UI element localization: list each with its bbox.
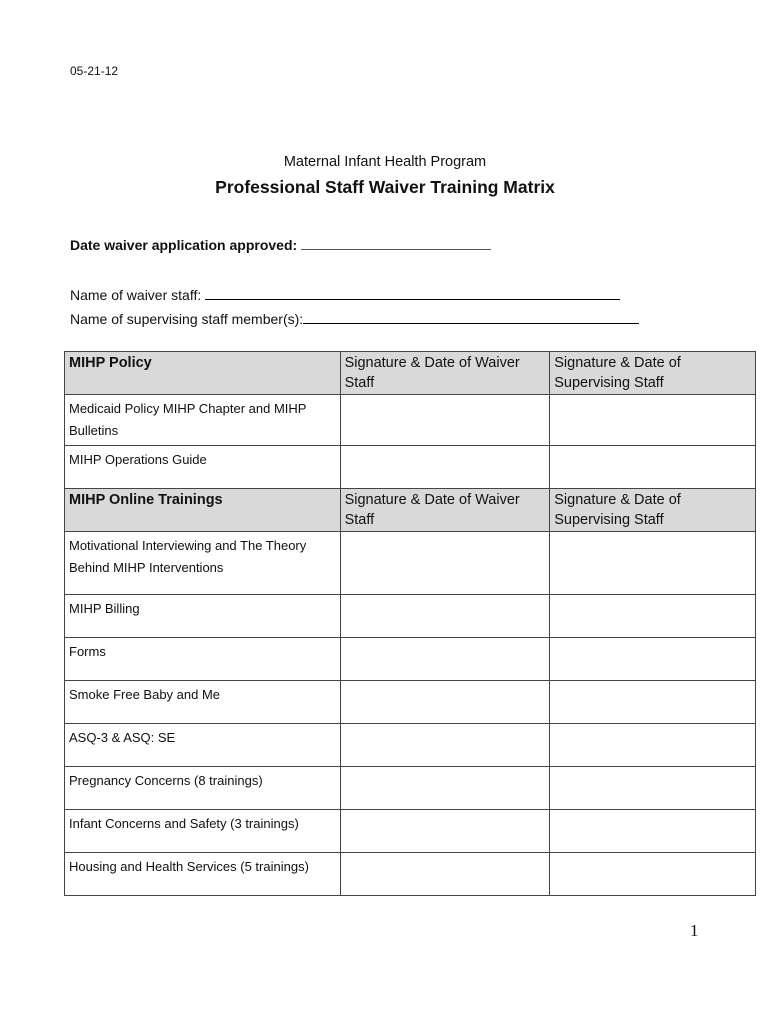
- table-row: [65, 638, 756, 681]
- supervisor-signature-cell[interactable]: [550, 681, 756, 724]
- table-row: [65, 595, 756, 638]
- training-item-label: Medicaid Policy MIHP Chapter and MIHP Bulletins: [65, 395, 341, 446]
- table-row: [65, 532, 756, 595]
- waiver-signature-cell[interactable]: [340, 810, 550, 853]
- training-item-label: MIHP Operations Guide: [65, 446, 341, 489]
- waiver-staff-label: Name of waiver staff:: [70, 287, 202, 303]
- training-item-label: Housing and Health Services (5 trainings): [65, 853, 341, 896]
- training-item-label: Pregnancy Concerns (8 trainings): [65, 767, 341, 810]
- table-row: [65, 767, 756, 810]
- section-heading: MIHP Online Trainings: [65, 489, 341, 532]
- training-item-label: Motivational Interviewing and The Theory Behind MIHP Interventions: [65, 532, 341, 595]
- page-number: 1: [690, 921, 699, 940]
- training-item-label: Smoke Free Baby and Me: [65, 681, 341, 724]
- column-header-waiver-signature: Signature & Date of Waiver Staff: [340, 489, 550, 532]
- waiver-signature-cell[interactable]: [340, 446, 550, 489]
- waiver-signature-cell[interactable]: [340, 595, 550, 638]
- waiver-signature-cell[interactable]: [340, 638, 550, 681]
- section-header-row: [65, 489, 756, 532]
- training-item-label: ASQ-3 & ASQ: SE: [65, 724, 341, 767]
- waiver-signature-cell[interactable]: [340, 681, 550, 724]
- column-header-supervisor-signature: Signature & Date of Supervising Staff: [550, 489, 756, 532]
- waiver-staff-blank[interactable]: [205, 285, 620, 300]
- document-title: Professional Staff Waiver Training Matrix: [215, 177, 555, 197]
- date-approved-field[interactable]: [70, 235, 491, 253]
- supervisor-signature-cell[interactable]: [550, 810, 756, 853]
- table-row: [65, 681, 756, 724]
- table-row: [65, 853, 756, 896]
- supervisor-signature-cell[interactable]: [550, 638, 756, 681]
- supervisor-signature-cell[interactable]: [550, 853, 756, 896]
- supervising-staff-field[interactable]: [70, 309, 639, 327]
- table-row: [65, 446, 756, 489]
- supervising-staff-blank[interactable]: [303, 309, 639, 324]
- supervisor-signature-cell[interactable]: [550, 724, 756, 767]
- date-approved-blank[interactable]: [301, 235, 491, 250]
- supervisor-signature-cell[interactable]: [550, 532, 756, 595]
- waiver-staff-field[interactable]: [70, 285, 620, 303]
- waiver-signature-cell[interactable]: [340, 395, 550, 446]
- column-header-waiver-signature: Signature & Date of Waiver Staff: [340, 352, 550, 395]
- organization-name: Maternal Infant Health Program: [283, 154, 487, 170]
- waiver-signature-cell[interactable]: [340, 724, 550, 767]
- training-item-label: Infant Concerns and Safety (3 trainings): [65, 810, 341, 853]
- supervisor-signature-cell[interactable]: [550, 446, 756, 489]
- waiver-signature-cell[interactable]: [340, 853, 550, 896]
- supervisor-signature-cell[interactable]: [550, 595, 756, 638]
- training-matrix-table: [64, 351, 756, 896]
- table-row: [65, 724, 756, 767]
- supervisor-signature-cell[interactable]: [550, 767, 756, 810]
- training-item-label: MIHP Billing: [65, 595, 341, 638]
- section-header-row: [65, 352, 756, 395]
- supervising-staff-label: Name of supervising staff member(s):: [70, 311, 304, 327]
- section-heading: MIHP Policy: [65, 352, 341, 395]
- document-date-code: 05-21-12: [70, 64, 119, 78]
- waiver-signature-cell[interactable]: [340, 532, 550, 595]
- date-approved-label: Date waiver application approved:: [70, 237, 298, 253]
- supervisor-signature-cell[interactable]: [550, 395, 756, 446]
- waiver-signature-cell[interactable]: [340, 767, 550, 810]
- table-row: [65, 395, 756, 446]
- training-item-label: Forms: [65, 638, 341, 681]
- table-row: [65, 810, 756, 853]
- column-header-supervisor-signature: Signature & Date of Supervising Staff: [550, 352, 756, 395]
